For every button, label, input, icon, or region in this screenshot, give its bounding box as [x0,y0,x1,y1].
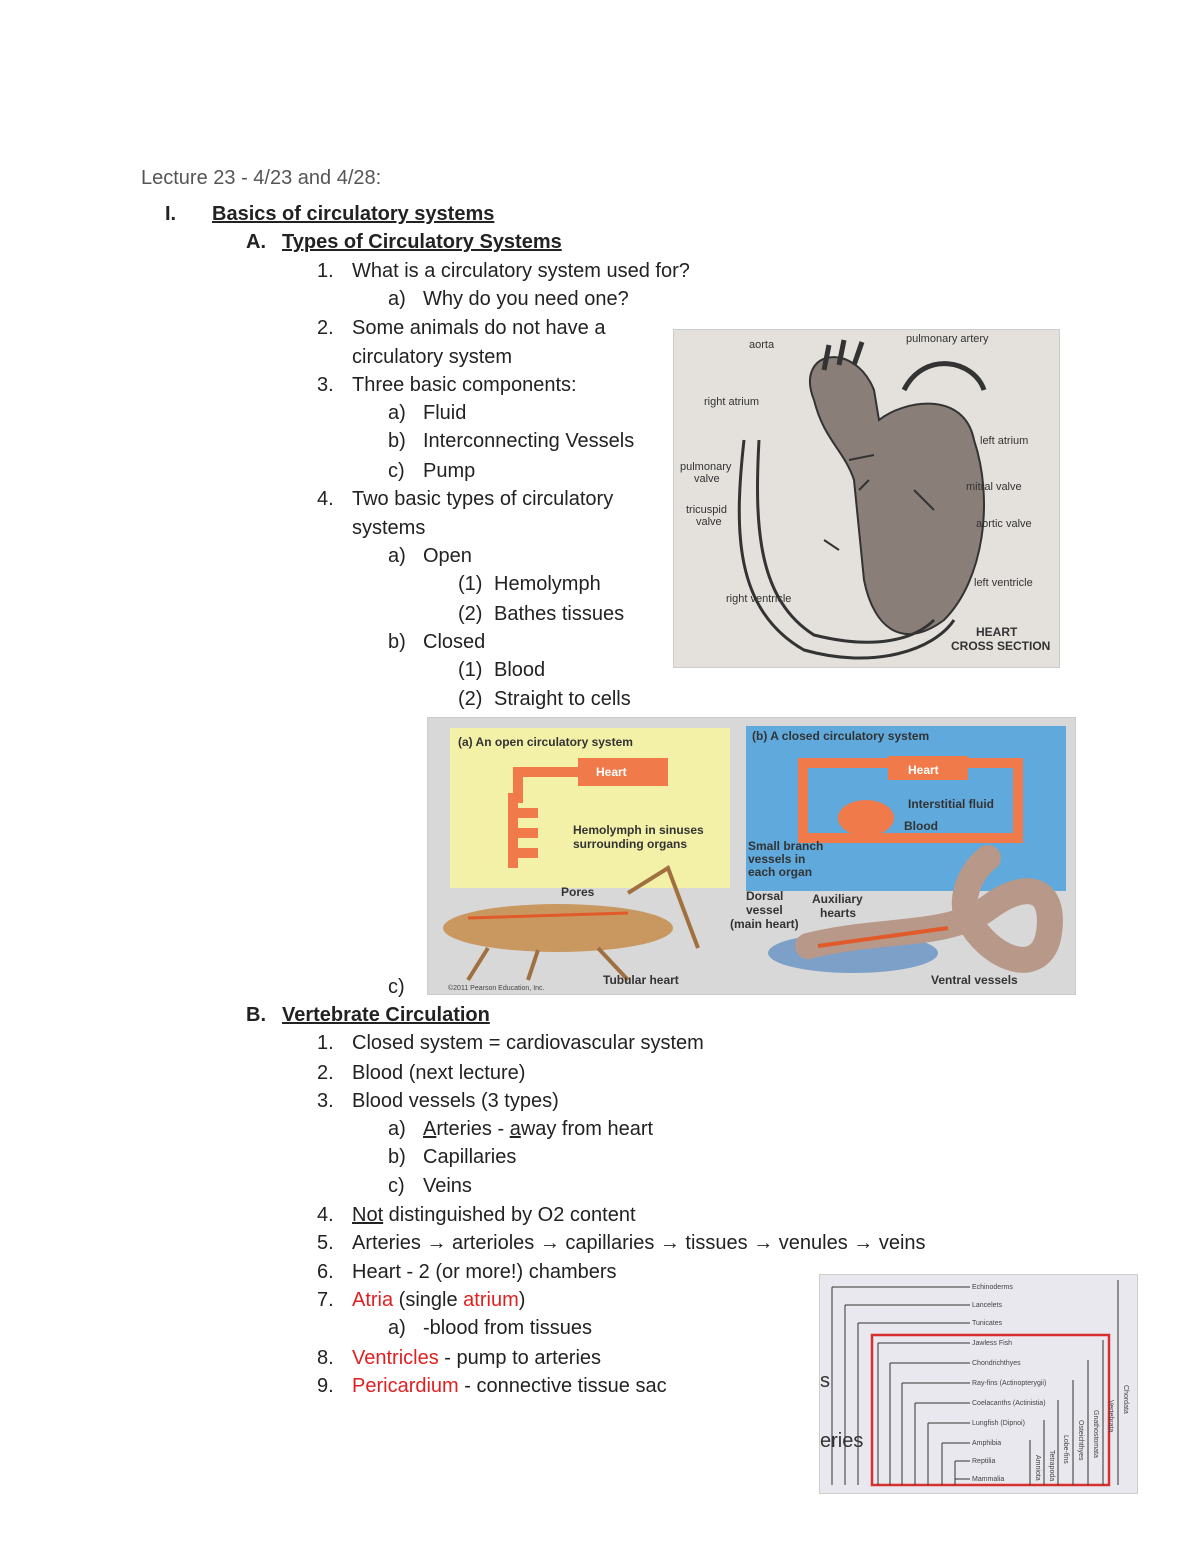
hemolymph-label: surrounding organs [573,837,687,851]
outline-text: circulatory system [352,346,513,368]
heart-diagram [674,330,1059,667]
outline-text: Veins [423,1175,472,1197]
open-heart-label: Heart [596,765,627,779]
text-run: - pump to arteries [438,1347,602,1369]
outline-marker: b) [388,430,406,452]
interstitial-fluid-label: Interstitial fluid [908,797,995,811]
label-tricuspid-valve: valve [696,516,722,528]
outline-marker: A. [246,231,266,253]
highlight-term: Ventricles [352,1347,439,1369]
tubular-heart-label: Tubular heart [603,973,679,987]
outline-marker: 7. [317,1289,334,1311]
taxon-label: Reptilia [972,1458,996,1465]
taxon-label: Lancelets [972,1302,1002,1309]
label-pulmonary-valve: valve [694,473,720,485]
outline-text: -blood from tissues [423,1317,592,1339]
outline-text: Why do you need one? [423,288,629,310]
outline-text: Blood (next lecture) [352,1062,526,1084]
taxon-label: Ray-fins (Actinopterygii) [972,1380,1047,1387]
section-heading: Basics of circulatory systems [212,203,495,225]
outline-marker: 4. [317,488,334,510]
taxon-label: Coelacanths (Actinistia) [972,1400,1046,1407]
underlined-letter: a [509,1118,521,1140]
outline-text: Hemolymph [494,573,601,595]
outline-marker: (1) [458,573,483,595]
outline-marker: 5. [317,1232,334,1254]
taxon-label: Amphibia [972,1440,1002,1447]
outline-marker: (1) [458,659,483,681]
dorsal-vessel-label: (main heart) [730,917,799,931]
heart-cross-section-figure [673,329,1060,668]
closed-heart-label: Heart [908,763,939,777]
taxon-label: Lungfish (Dipnoi) [972,1420,1025,1427]
outline-text: Blood [494,659,546,681]
outline-marker: b) [388,1146,406,1168]
text-run: (single [393,1289,464,1311]
outline-text: Straight to cells [494,688,631,710]
small-branch-label: Small branch [748,839,824,853]
auxiliary-hearts-label: Auxiliary [812,892,863,906]
highlight-term: atrium [463,1289,519,1311]
taxon-label: Jawless Fish [972,1340,1013,1347]
outline-text: Three basic components: [352,374,577,396]
outline-marker: a) [388,288,406,310]
dorsal-vessel-label: vessel [746,903,783,917]
outline-marker: 2. [317,317,334,339]
outline-text: Open [423,545,472,567]
circulatory-systems-figure [427,717,1076,995]
highlight-term: Pericardium [352,1375,459,1397]
clade-label: Tetrapoda [1048,1450,1055,1482]
outline-marker: 8. [317,1347,334,1369]
heart-caption: HEART [976,625,1018,639]
outline-marker: 1. [317,260,334,282]
outline-text [352,1201,636,1229]
clade-label: Amniota [1034,1455,1041,1481]
outline-marker: c) [388,976,405,998]
cropped-side-text: s [820,1370,830,1392]
outline-text: Closed system = cardiovascular system [352,1032,704,1054]
subsection-heading: Types of Circulatory Systems [282,231,562,253]
outline-marker: a) [388,1118,406,1140]
outline-text: Heart - 2 (or more!) chambers [352,1261,617,1283]
outline-text [423,1115,653,1143]
closed-system-title: (b) A closed circulatory system [752,729,930,743]
outline-marker: c) [388,460,405,482]
auxiliary-hearts-label: hearts [820,906,857,920]
underlined-letter: A [423,1118,437,1140]
label-tricuspid-valve: tricuspid [686,504,727,516]
outline-text: Pump [423,460,476,482]
label-right-atrium: right atrium [704,396,760,408]
outline-marker: 2. [317,1062,334,1084]
ventral-vessels-label: Ventral vessels [931,973,1018,987]
outline-marker: B. [246,1004,266,1026]
underlined-word: Not [352,1204,384,1226]
outline-text: Capillaries [423,1146,517,1168]
clade-label: Osteichthyes [1077,1420,1084,1461]
label-pulmonary-artery: pulmonary artery [906,333,989,345]
outline-text: Interconnecting Vessels [423,430,635,452]
outline-marker: 3. [317,1090,334,1112]
outline-marker: 1. [317,1032,334,1054]
outline-text: Blood vessels (3 types) [352,1090,559,1112]
highlight-term: Atria [352,1289,394,1311]
taxon-label: Mammalia [972,1476,1005,1483]
clade-label: Chordata [1122,1385,1129,1414]
heart-caption: CROSS SECTION [951,639,1051,653]
outline-text: systems [352,517,426,539]
open-system-title: (a) An open circulatory system [458,735,633,749]
outline-marker: b) [388,631,406,653]
text-run: - connective tissue sac [458,1375,667,1397]
hemolymph-label: Hemolymph in sinuses [573,823,704,837]
taxon-label: Chondrichthyes [972,1360,1021,1367]
subsection-heading: Vertebrate Circulation [282,1004,490,1026]
outline-marker: 4. [317,1204,334,1226]
page-title: Lecture 23 - 4/23 and 4/28: [141,167,382,189]
outline-marker: c) [388,1175,405,1197]
label-aortic-valve: aortic valve [976,518,1032,530]
outline-text: What is a circulatory system used for? [352,260,690,282]
outline-text: Arteries → arterioles → capillaries → tissues → venules → veins [352,1232,926,1254]
small-branch-label: vessels in [748,852,806,866]
clade-label: Gnathostomata [1092,1410,1099,1458]
phylogeny-tree [820,1275,1137,1493]
dorsal-vessel-label: Dorsal [746,889,784,903]
text-run: rteries - [436,1118,510,1140]
clade-label: Lobe-fins [1062,1435,1069,1464]
outline-text: Two basic types of circulatory [352,488,614,510]
small-branch-label: each organ [748,865,813,879]
outline-text: Fluid [423,402,467,424]
outline-text: Bathes tissues [494,603,625,625]
outline-text [352,1344,601,1372]
outline-marker: 9. [317,1375,334,1397]
blood-label: Blood [904,819,938,833]
outline-marker: I. [165,203,177,225]
taxon-label: Echinoderms [972,1284,1013,1291]
pores-label: Pores [561,885,595,899]
text-run: way from heart [520,1118,654,1140]
outline-marker: a) [388,545,406,567]
circulatory-diagram [428,718,1075,994]
label-left-ventricle: left ventricle [974,577,1033,589]
outline-marker: (2) [458,603,483,625]
outline-marker: a) [388,1317,406,1339]
text-run: ) [518,1289,526,1311]
outline-marker: a) [388,402,406,424]
taxon-label: Tunicates [972,1320,1003,1327]
copyright-text: ©2011 Pearson Education, Inc. [448,985,545,992]
label-right-ventricle: right ventricle [726,593,792,605]
outline-marker: (2) [458,688,483,710]
label-left-atrium: left atrium [980,435,1029,447]
cropped-side-text: eries [820,1430,864,1452]
label-pulmonary-valve: pulmonary [680,461,732,473]
label-aorta: aorta [749,339,775,351]
clade-label: Vertebrata [1107,1400,1114,1433]
outline-marker: 3. [317,374,334,396]
outline-text: Closed [423,631,486,653]
outline-text: Some animals do not have a [352,317,606,339]
text-run: distinguished by O2 content [383,1204,636,1226]
outline-text [352,1286,525,1314]
outline-marker: 6. [317,1261,334,1283]
label-mitral-valve: mitral valve [966,481,1022,493]
outline-text [352,1372,667,1400]
phylogeny-figure [819,1274,1138,1494]
